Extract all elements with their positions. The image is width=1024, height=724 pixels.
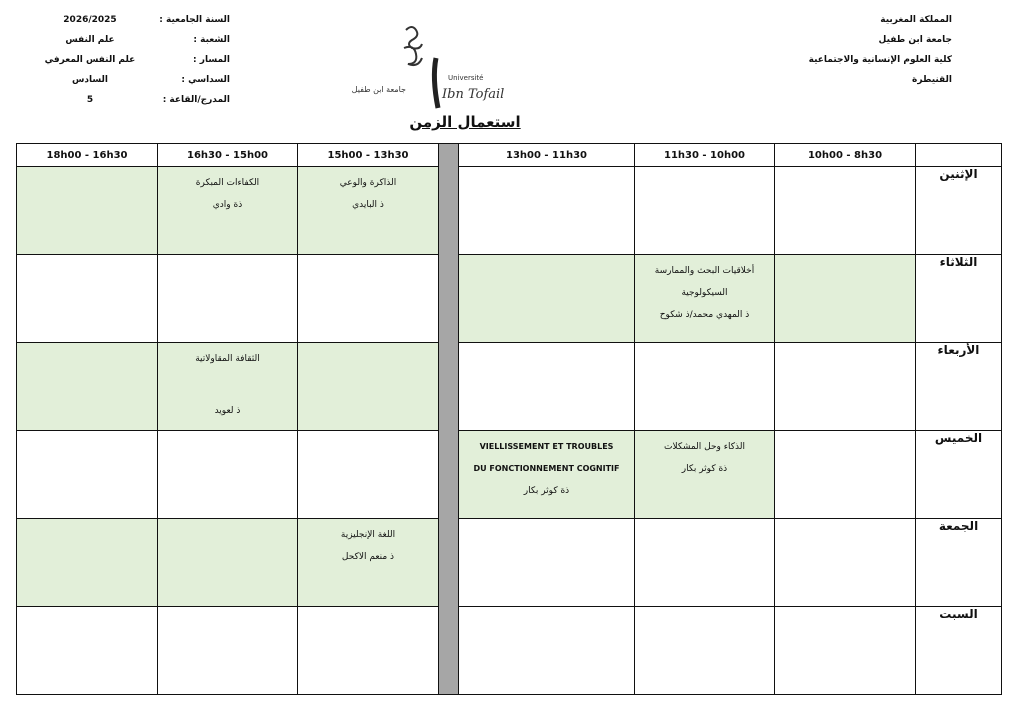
- slot-cell: [298, 343, 439, 431]
- session-block: [298, 519, 438, 568]
- timetable-header-row: [17, 144, 1002, 167]
- slot-cell: [158, 343, 298, 431]
- slot-cell: [775, 167, 916, 255]
- day-row-saturday: [17, 607, 1002, 695]
- day-label: الأربعاء: [916, 343, 1002, 431]
- teacher-name: ذ منعم الاكحل: [341, 552, 395, 562]
- institution-university: جامعة ابن طفيل: [878, 35, 952, 45]
- meta-label: السداسي :: [181, 75, 230, 85]
- logo-latin: Université: [448, 74, 484, 82]
- meta-row-track: [40, 50, 230, 70]
- slot-cell: [635, 607, 775, 695]
- schedule-meta: [40, 10, 230, 110]
- course-name: VIELLISSEMENT ET TROUBLES: [479, 442, 614, 451]
- course-name: الذكاء وحل المشكلات: [664, 442, 745, 452]
- meta-value: علم النفس: [65, 35, 115, 45]
- slot-cell: [459, 607, 635, 695]
- slot-cell: [158, 607, 298, 695]
- session-block: [635, 431, 774, 480]
- slot-cell: [158, 431, 298, 519]
- slot-cell: [298, 607, 439, 695]
- meta-row-room: [40, 90, 230, 110]
- slot-cell: [459, 431, 635, 519]
- slot-cell: [459, 167, 635, 255]
- slot-cell: [635, 519, 775, 607]
- time-header: 18h00 - 16h30: [17, 144, 158, 167]
- teacher-name: ذ لعويد: [214, 406, 241, 416]
- institution-city: القنيطرة: [912, 75, 952, 85]
- course-name: اللغة الإنجليزية: [340, 530, 396, 540]
- slot-cell: [158, 255, 298, 343]
- session-block: [298, 167, 438, 216]
- meta-value: 2026/2025: [63, 15, 117, 25]
- slot-cell: [775, 343, 916, 431]
- meta-value: 5: [86, 95, 94, 105]
- slot-cell: [17, 343, 158, 431]
- slot-cell: [459, 519, 635, 607]
- day-row-wednesday: [17, 343, 1002, 431]
- meta-label: المدرج/القاعة :: [162, 95, 230, 105]
- institution-faculty: كلية العلوم الإنسانية والاجتماعية: [808, 55, 952, 65]
- day-label: السبت: [916, 607, 1002, 695]
- meta-row-year: [40, 10, 230, 30]
- slot-cell: [17, 607, 158, 695]
- slot-cell: [298, 519, 439, 607]
- time-header: 10h00 - 8h30: [775, 144, 916, 167]
- session-block: [635, 255, 774, 326]
- course-name: الثقافة المقاولاتية: [195, 354, 260, 364]
- day-row-monday: [17, 167, 1002, 255]
- slot-cell: [635, 255, 775, 343]
- slot-cell: [298, 255, 439, 343]
- day-header-corner: [916, 144, 1002, 167]
- day-label: الإثنين: [916, 167, 1002, 255]
- institution-header: [712, 10, 952, 90]
- day-label: الثلاثاء: [916, 255, 1002, 343]
- meta-label: السنة الجامعية :: [159, 15, 230, 25]
- time-header: 16h30 - 15h00: [158, 144, 298, 167]
- meta-row-semester: [40, 70, 230, 90]
- course-name: أخلاقيات البحث والممارسة: [654, 266, 755, 276]
- day-row-thursday: [17, 431, 1002, 519]
- logo-name: Ibn Tofail: [442, 87, 505, 102]
- slot-cell: [459, 343, 635, 431]
- teacher-name: ذ المهدي محمد/ذ شكوح: [659, 310, 750, 320]
- session-block: [459, 431, 634, 502]
- teacher-name: ذة كوثر بكار: [523, 486, 570, 496]
- course-name: الذاكرة والوعي: [339, 178, 397, 188]
- institution-country: المملكة المغربية: [880, 15, 952, 25]
- meta-value: السادس: [71, 75, 109, 85]
- time-header: 11h30 - 10h00: [635, 144, 775, 167]
- session-block: [158, 343, 297, 422]
- day-label: الخميس: [916, 431, 1002, 519]
- day-label: الجمعة: [916, 519, 1002, 607]
- slot-cell: [158, 519, 298, 607]
- slot-cell: [775, 431, 916, 519]
- slot-cell: [17, 255, 158, 343]
- course-name-continued: DU FONCTIONNEMENT COGNITIF: [473, 464, 620, 473]
- slot-cell: [158, 167, 298, 255]
- slot-cell: [775, 519, 916, 607]
- university-logo: [351, 18, 505, 114]
- slot-cell: [459, 255, 635, 343]
- slot-cell: [635, 431, 775, 519]
- time-header: 13h00 - 11h30: [459, 144, 635, 167]
- slot-cell: [775, 255, 916, 343]
- course-name-continued: السيكولوجية: [681, 288, 728, 298]
- slot-cell: [298, 431, 439, 519]
- meta-label: المسار :: [193, 55, 230, 65]
- slot-cell: [635, 167, 775, 255]
- course-name: الكفاءات المبكرة: [195, 178, 260, 188]
- page-title: استعمال الزمن: [409, 113, 521, 131]
- slot-cell: [298, 167, 439, 255]
- teacher-name: ذة وادي: [212, 200, 243, 210]
- lunch-separator: [439, 144, 459, 695]
- meta-row-branch: [40, 30, 230, 50]
- day-row-friday: [17, 519, 1002, 607]
- logo-arabic: جامعة ابن طفيل: [351, 85, 406, 94]
- slot-cell: [17, 519, 158, 607]
- day-row-tuesday: [17, 255, 1002, 343]
- slot-cell: [17, 167, 158, 255]
- slot-cell: [17, 431, 158, 519]
- timetable: [16, 143, 1002, 695]
- meta-value: علم النفس المعرفي: [44, 55, 136, 65]
- meta-label: الشعبة :: [193, 35, 230, 45]
- session-block: [158, 167, 297, 216]
- slot-cell: [635, 343, 775, 431]
- teacher-name: ذة كوثر بكار: [681, 464, 728, 474]
- teacher-name: ذ البايدي: [352, 200, 384, 210]
- time-header: 15h00 - 13h30: [298, 144, 439, 167]
- slot-cell: [775, 607, 916, 695]
